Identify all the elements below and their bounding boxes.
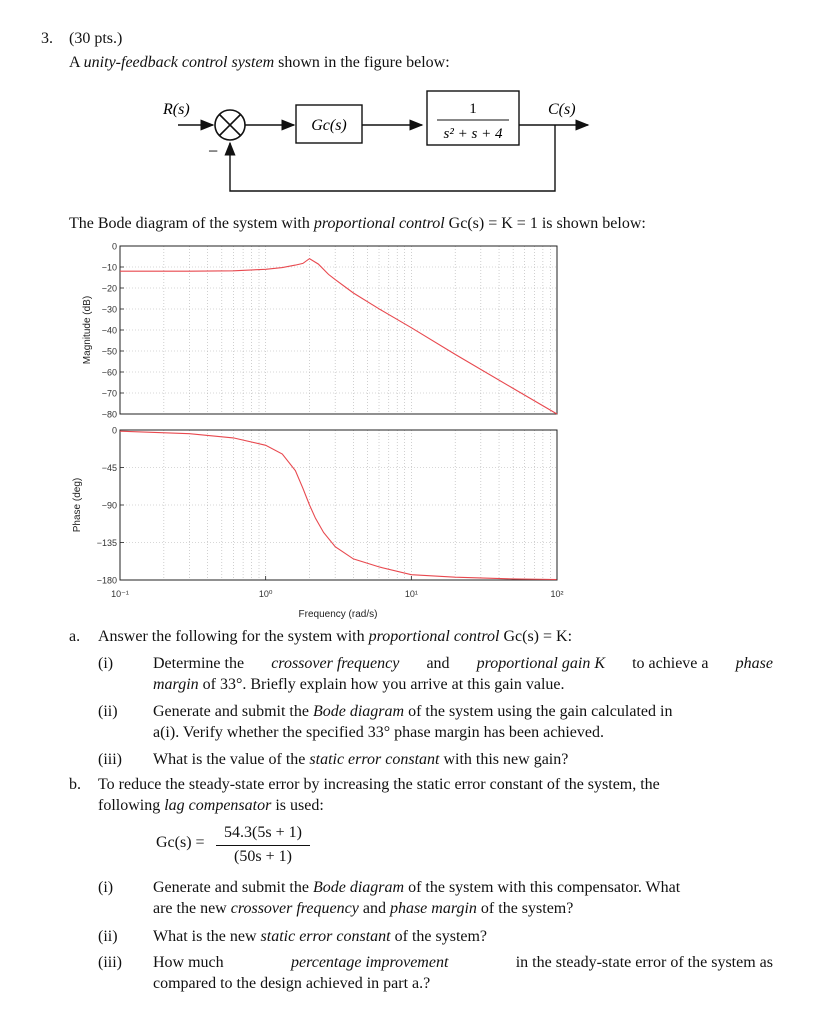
plant-denominator: s² + s + 4 [443,126,503,142]
phase-ylabel: Phase (deg) [72,477,83,533]
part-b-i-text: Generate and submit the Bode diagram of the system with this compensator. What are the new crossover frequency and phase margin of the system? [153,879,681,917]
phase-ytick-label: −135 [96,538,117,548]
output-label: C(s) [548,101,576,118]
part-a-i-number: (i) [98,655,114,672]
part-a-text: Answer the following for the system with proportional control Gc(s) = K: [98,628,573,645]
part-a-ii-number: (ii) [98,703,118,720]
part-b-i-number: (i) [98,879,114,896]
magnitude-yticks [102,242,124,420]
part-b-iii-text: How much percentage improvement in the steady-state error of the system as compared to the design achieved in part a.? [153,954,773,992]
formula-denominator: (50s + 1) [234,848,292,865]
input-label: R(s) [163,101,190,118]
question-number: 3. [41,30,53,47]
question-points: (30 pts.) [69,30,123,47]
part-b-ii-number: (ii) [98,928,118,945]
phase-frame [120,430,557,580]
phase-plot [72,426,564,621]
frequency-xtick-label: 10¹ [404,589,418,599]
frequency-xlabel: Frequency (rad/s) [298,609,378,620]
magnitude-curve [120,259,557,414]
part-a-iii-number: (iii) [98,751,122,768]
formula-fraction-bar [216,845,310,846]
magnitude-plot [82,242,557,420]
summing-junction [215,110,245,140]
magnitude-ytick-label: −20 [101,283,117,294]
magnitude-ytick-label: −10 [101,262,117,273]
phase-ytick-label: −180 [96,575,117,586]
magnitude-ytick-label: −30 [101,304,117,315]
formula-lhs: Gc(s) = [156,834,205,851]
question-intro: A unity-feedback control system shown in the figure below: [69,54,450,71]
magnitude-ytick-label: −50 [101,346,117,357]
formula-numerator: 54.3(5s + 1) [224,824,302,841]
magnitude-ytick-label: 0 [111,241,117,252]
bode-intro: The Bode diagram of the system with proportional control Gc(s) = K = 1 is shown below: [69,215,646,232]
minus-sign: − [208,141,219,161]
part-a-iii-text: What is the value of the static error constant with this new gain? [153,751,569,768]
bode-diagram [60,236,580,624]
phase-ytick-label: −90 [101,500,117,511]
part-b-label: b. [69,776,81,793]
frequency-xtick-label: 10⁰ [258,589,273,599]
phase-ytick-label: −45 [101,463,117,473]
part-a-label: a. [69,628,81,645]
phase-grid [120,430,557,580]
controller-label: Gc(s) [311,117,347,134]
plant-numerator: 1 [469,101,477,117]
frequency-xticks [111,576,563,599]
magnitude-ylabel: Magnitude (dB) [82,295,93,365]
magnitude-ytick-label: −40 [101,325,117,336]
phase-curve [120,431,557,579]
phase-ytick-label: 0 [111,425,117,436]
part-a-ii-text: Generate and submit the Bode diagram of the system using the gain calculated in a(i). Verify whether the specified 33° phase margin has been achieved. [153,703,673,741]
part-b-text: To reduce the steady-state error by increasing the static error constant of the system, the following lag compensator is used: [98,776,660,814]
part-b-iii-number: (iii) [98,954,122,971]
part-b-ii-text: What is the new static error constant of the system? [153,928,488,945]
frequency-xtick-label: 10⁻¹ [111,589,129,599]
block-diagram [150,85,600,200]
magnitude-ytick-label: −70 [101,388,117,399]
part-a-i-text: Determine the crossover frequency and proportional gain K to achieve a phase margin of 33°. Briefly explain how you arrive at this gain value. [153,655,773,693]
magnitude-ytick-label: −80 [101,409,117,420]
frequency-xtick-label: 10² [550,589,564,599]
magnitude-ytick-label: −60 [101,367,117,378]
